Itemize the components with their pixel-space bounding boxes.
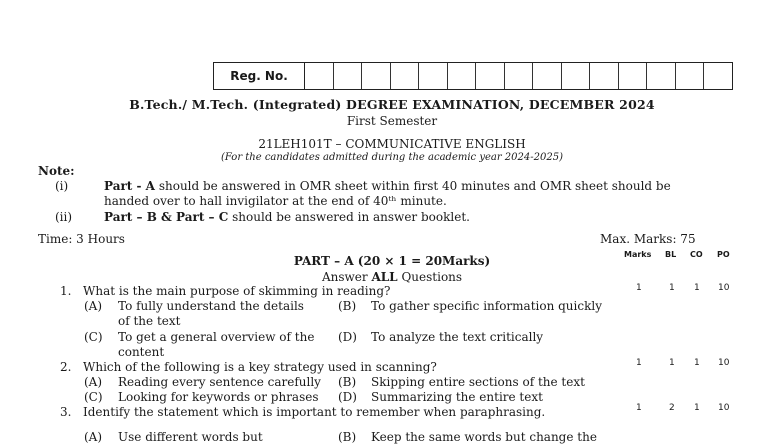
semester: First Semester: [346, 114, 438, 128]
question-bl: 1: [669, 283, 675, 293]
question-po: 10: [718, 358, 730, 368]
option-text: To get a general overview of the: [118, 330, 315, 344]
option-label: (B): [338, 430, 357, 444]
reg-no-cell: [647, 63, 676, 89]
question-number: 3.: [60, 405, 72, 419]
reg-no-label: Reg. No.: [214, 63, 305, 89]
batch-note: (For the candidates admitted during the academic year 2024-2025): [221, 152, 563, 163]
option-text: Skipping entire sections of the text: [371, 375, 585, 389]
note-item-bold: Part - A: [104, 179, 155, 193]
question-co: 1: [694, 358, 700, 368]
question-bl: 2: [669, 403, 675, 413]
option-label: (B): [338, 375, 357, 389]
reg-no-cell: [590, 63, 619, 89]
part-a-title: PART – A (20 × 1 = 20Marks): [293, 254, 491, 268]
option-text: Looking for keywords or phrases: [118, 390, 319, 404]
answer-all-pre: Answer: [321, 270, 368, 284]
option-text: To analyze the text critically: [371, 330, 544, 344]
column-header-co: CO: [690, 250, 703, 259]
question-marks: 1: [636, 358, 642, 368]
option-text: Summarizing the entire text: [371, 390, 543, 404]
answer-all-post: Questions: [401, 270, 463, 284]
note-title: Note:: [38, 164, 75, 178]
question-marks: 1: [636, 403, 642, 413]
reg-no-cell: [505, 63, 534, 89]
option-text: Keep the same words but change the: [371, 430, 597, 444]
option-text-continuation: of the text: [118, 314, 181, 328]
option-text: Use different words but: [118, 430, 263, 444]
question-co: 1: [694, 283, 700, 293]
reg-no-cell: [704, 63, 732, 89]
reg-no-cell: [419, 63, 448, 89]
option-label: (A): [84, 299, 103, 313]
reg-no-cell: [619, 63, 648, 89]
degree-line: B.Tech./ M.Tech. (Integrated) DEGREE EXAMINATION, DECEMBER 2024: [129, 97, 655, 112]
reg-no-cell: [305, 63, 334, 89]
max-marks: Max. Marks: 75: [600, 232, 696, 246]
note-item-text: [104, 210, 470, 224]
question-po: 10: [718, 403, 730, 413]
question-number: 1.: [60, 284, 72, 298]
reg-no-cell: [676, 63, 705, 89]
option-label: (C): [84, 330, 103, 344]
option-label: (C): [84, 390, 103, 404]
time-duration: Time: 3 Hours: [38, 232, 125, 246]
note-item-body: should be answered in answer booklet.: [232, 210, 470, 224]
reg-no-cell: [448, 63, 477, 89]
question-bl: 1: [669, 358, 675, 368]
option-text: To fully understand the details: [118, 299, 304, 313]
option-label: (A): [84, 375, 103, 389]
column-header-po: PO: [717, 250, 730, 259]
reg-no-cell: [391, 63, 420, 89]
question-text: Identify the statement which is important to remember when paraphrasing.: [83, 405, 546, 419]
course-title: 21LEH101T – COMMUNICATIVE ENGLISH: [258, 137, 526, 151]
answer-all-bold: ALL: [371, 270, 398, 284]
question-co: 1: [694, 403, 700, 413]
option-label: (D): [338, 330, 357, 344]
reg-no-cell: [562, 63, 591, 89]
option-label: (D): [338, 390, 357, 404]
note-item-number: (ii): [55, 210, 73, 224]
answer-all-instruction: [0, 270, 784, 284]
question-text: Which of the following is a key strategy used in scanning?: [83, 360, 437, 374]
reg-no-cell: [362, 63, 391, 89]
option-text-continuation: content: [118, 345, 165, 359]
option-label: (B): [338, 299, 357, 313]
option-text: To gather specific information quickly: [371, 299, 602, 313]
column-header-marks: Marks: [624, 250, 652, 259]
reg-no-cell: [476, 63, 505, 89]
note-item-number: (i): [55, 179, 69, 193]
note-item-bold: Part – B & Part – C: [104, 210, 229, 224]
note-item-text: [104, 179, 671, 193]
reg-no-cell: [334, 63, 363, 89]
note-item-continuation: handed over to hall invigilator at the end of 40ᵗʰ minute.: [104, 194, 447, 208]
reg-no-cell: [533, 63, 562, 89]
question-text: What is the main purpose of skimming in reading?: [83, 284, 391, 298]
option-text: Reading every sentence carefully: [118, 375, 321, 389]
question-marks: 1: [636, 283, 642, 293]
question-po: 10: [718, 283, 730, 293]
option-label: (A): [84, 430, 103, 444]
reg-no-box: [213, 62, 733, 90]
note-item-body: should be answered in OMR sheet within first 40 minutes and OMR sheet should be: [158, 179, 671, 193]
column-header-bl: BL: [665, 250, 677, 259]
question-number: 2.: [60, 360, 72, 374]
